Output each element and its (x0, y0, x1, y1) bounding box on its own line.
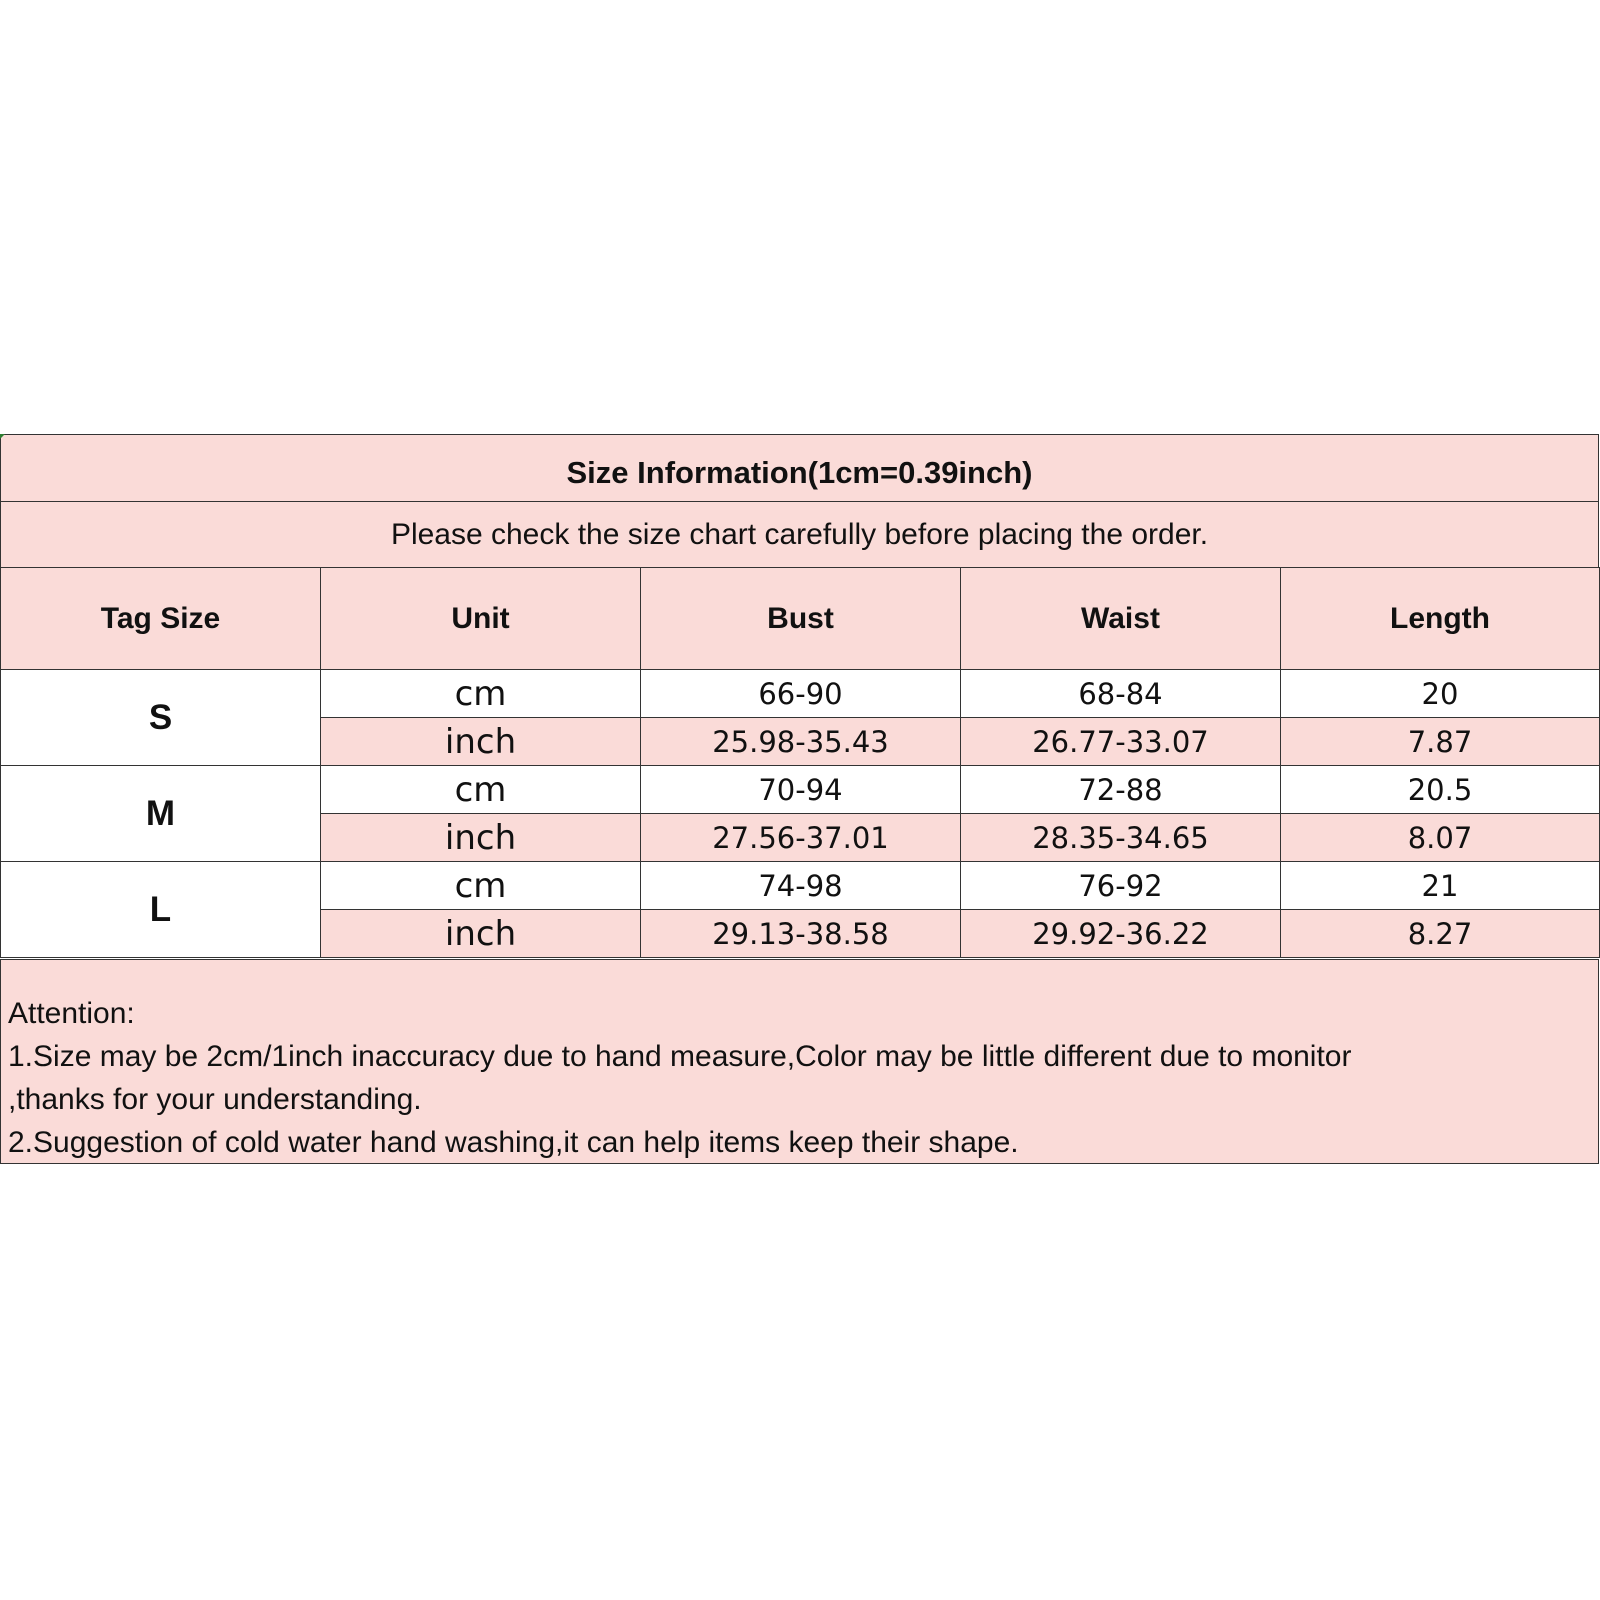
header-bust: Bust (641, 568, 961, 670)
waist-cell: 26.77-33.07 (961, 718, 1281, 766)
table-row (1, 670, 1600, 718)
waist-cell: 72-88 (961, 766, 1281, 814)
header-unit: Unit (321, 568, 641, 670)
length-cell: 8.27 (1281, 910, 1600, 958)
unit-cell: inch (321, 910, 641, 958)
table-row (1, 766, 1600, 814)
length-cell: 20 (1281, 670, 1600, 718)
bust-cell: 25.98-35.43 (641, 718, 961, 766)
tag-size-cell: L (1, 862, 321, 958)
size-chart-subtitle: Please check the size chart carefully before placing the order. (0, 501, 1599, 568)
attention-notes (0, 959, 1599, 1164)
waist-cell: 28.35-34.65 (961, 814, 1281, 862)
table-row (1, 862, 1600, 910)
bust-cell: 70-94 (641, 766, 961, 814)
attention-note-2: 2.Suggestion of cold water hand washing,it can help items keep their shape. (8, 1126, 1019, 1159)
tag-size-cell: M (1, 766, 321, 862)
bust-cell: 66-90 (641, 670, 961, 718)
length-cell: 20.5 (1281, 766, 1600, 814)
attention-note-1-cont: ,thanks for your understanding. (8, 1083, 422, 1116)
attention-heading: Attention: (8, 997, 135, 1030)
header-tag-size: Tag Size (1, 568, 321, 670)
unit-cell: inch (321, 718, 641, 766)
length-cell: 21 (1281, 862, 1600, 910)
tag-size-cell: S (1, 670, 321, 766)
header-length: Length (1281, 568, 1600, 670)
waist-cell: 29.92-36.22 (961, 910, 1281, 958)
length-cell: 7.87 (1281, 718, 1600, 766)
size-table (0, 567, 1600, 958)
length-cell: 8.07 (1281, 814, 1600, 862)
bust-cell: 29.13-38.58 (641, 910, 961, 958)
unit-cell: cm (321, 670, 641, 718)
unit-cell: cm (321, 766, 641, 814)
header-waist: Waist (961, 568, 1281, 670)
attention-note-1: 1.Size may be 2cm/1inch inaccuracy due to hand measure,Color may be little different due to monitor (8, 1040, 1352, 1073)
waist-cell: 76-92 (961, 862, 1281, 910)
cell-corner-marker (0, 434, 5, 439)
size-chart-title: Size Information(1cm=0.39inch) (0, 434, 1599, 502)
size-chart (0, 434, 1599, 1164)
bust-cell: 27.56-37.01 (641, 814, 961, 862)
bust-cell: 74-98 (641, 862, 961, 910)
unit-cell: inch (321, 814, 641, 862)
waist-cell: 68-84 (961, 670, 1281, 718)
unit-cell: cm (321, 862, 641, 910)
header-row (1, 568, 1600, 670)
